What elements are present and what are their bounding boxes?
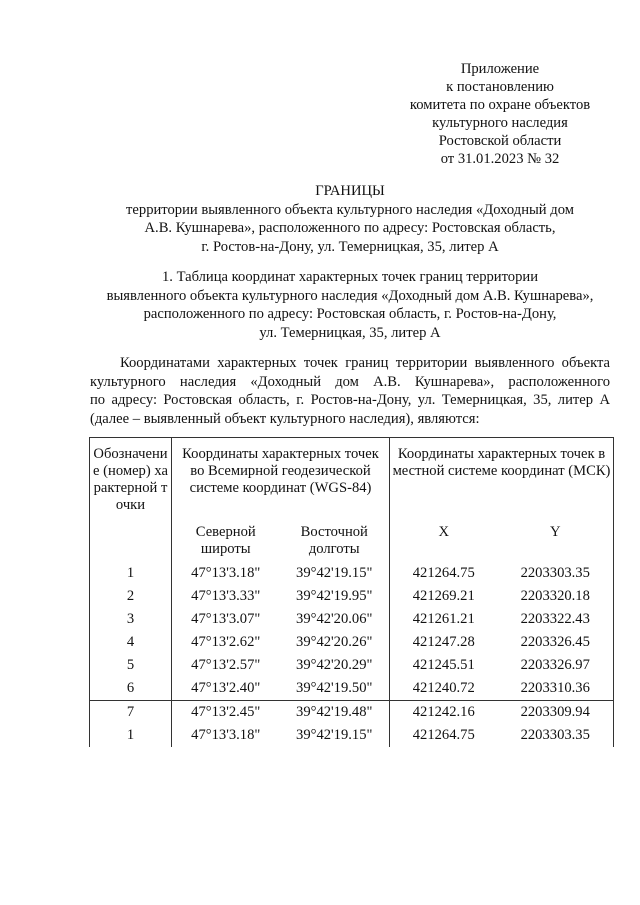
cell-y: 2203320.18 (498, 585, 614, 608)
cell-latitude: 47°13'3.33" (191, 588, 261, 604)
annex-line: комитета по охране объектов (409, 97, 591, 113)
cell-y: 2203303.35 (498, 724, 614, 747)
intro-line: культурного наследия «Доходный дом А.В. Кушнарева», расположенного (90, 373, 610, 390)
cell-x: 421245.51 (412, 657, 475, 673)
table-row (90, 562, 614, 585)
header-y: Y (498, 524, 614, 562)
cell-y: 2203326.97 (498, 654, 614, 677)
annex-line: Приложение (460, 61, 540, 77)
table-heading-line: расположенного по адресу: Ростовская область, г. Ростов-на-Дону, (143, 306, 557, 322)
cell-point: 2 (90, 585, 172, 608)
header-point-number: Обозначение (номер) характерной точки (90, 438, 172, 563)
cell-latitude: 47°13'2.62" (191, 634, 261, 650)
annex-block (380, 60, 620, 168)
cell-longitude: 39°42'19.15" (280, 562, 390, 585)
cell-latitude: 47°13'3.18" (191, 565, 261, 581)
cell-longitude: 39°42'19.50" (280, 677, 390, 701)
table-row (90, 654, 614, 677)
cell-longitude: 39°42'19.95" (280, 585, 390, 608)
cell-point: 6 (90, 677, 172, 701)
cell-x: 421242.16 (390, 701, 498, 725)
header-wgs84: Координаты характерных точек во Всемирной геодезической системе координат (WGS-84) (172, 438, 390, 525)
cell-point: 4 (90, 631, 172, 654)
cell-longitude: 39°42'20.29" (280, 654, 390, 677)
document-title (60, 182, 640, 256)
table-row (90, 701, 614, 725)
cell-latitude: 47°13'2.45" (172, 701, 280, 725)
annex-line: к постановлению (446, 79, 554, 95)
cell-point: 1 (90, 562, 172, 585)
title-line: г. Ростов-на-Дону, ул. Темерницкая, 35, литер А (201, 238, 499, 255)
cell-x: 421264.75 (412, 727, 475, 743)
cell-latitude: 47°13'3.07" (191, 611, 261, 627)
cell-longitude: 39°42'19.15" (280, 724, 390, 747)
table-heading-line: 1. Таблица координат характерных точек границ территории (161, 269, 539, 285)
cell-longitude: 39°42'20.26" (280, 631, 390, 654)
annex-line: культурного наследия (432, 115, 568, 131)
cell-latitude: 47°13'3.18" (191, 727, 261, 743)
header-north-latitude: Северной широты (195, 524, 256, 557)
intro-line: Координатами характерных точек границ территории выявленного объекта (120, 355, 610, 371)
intro-paragraph (90, 354, 610, 428)
cell-y: 2203326.45 (498, 631, 614, 654)
cell-y: 2203303.35 (498, 562, 614, 585)
cell-longitude: 39°42'19.48" (280, 701, 390, 725)
table-row (90, 608, 614, 631)
cell-y: 2203310.36 (498, 677, 614, 701)
title-line: территории выявленного объекта культурного наследия «Доходный дом (126, 201, 574, 218)
intro-line: (далее – выявленный объект культурного наследия), являются: (90, 410, 480, 427)
cell-point: 5 (90, 654, 172, 677)
table-heading-line: ул. Темерницкая, 35, литер А (259, 324, 441, 341)
cell-latitude: 47°13'2.57" (191, 657, 261, 673)
cell-x: 421269.21 (412, 588, 475, 604)
cell-x: 421264.75 (412, 565, 475, 581)
table-row (90, 631, 614, 654)
coordinates-table (89, 437, 614, 747)
annex-line: от 31.01.2023 № 32 (440, 151, 560, 167)
header-east-longitude: Восточной долготы (280, 524, 390, 562)
title-line: А.В. Кушнарева», расположенного по адресу: Ростовская область, (144, 220, 556, 236)
annex-line: Ростовской области (438, 133, 562, 149)
cell-point: 3 (90, 608, 172, 631)
table-row (90, 724, 614, 747)
cell-point: 7 (90, 701, 172, 725)
table-row (90, 585, 614, 608)
table-row (90, 677, 614, 701)
table-heading (60, 268, 640, 342)
title-heading: ГРАНИЦЫ (315, 183, 385, 199)
intro-line: по адресу: Ростовская область, г. Ростов-на-Дону, ул. Темерницкая, 35, литер А (90, 392, 610, 408)
header-x: X (438, 524, 450, 540)
cell-y: 2203309.94 (498, 701, 614, 725)
cell-y: 2203322.43 (498, 608, 614, 631)
table-heading-line: выявленного объекта культурного наследия «Доходный дом А.В. Кушнарева», (106, 287, 594, 304)
cell-latitude: 47°13'2.40" (191, 680, 261, 696)
cell-point: 1 (90, 724, 172, 747)
cell-longitude: 39°42'20.06" (280, 608, 390, 631)
header-msk: Координаты характерных точек в местной системе координат (МСК) (390, 438, 614, 525)
cell-x: 421240.72 (412, 680, 475, 696)
cell-x: 421247.28 (412, 634, 475, 650)
cell-x: 421261.21 (412, 611, 475, 627)
